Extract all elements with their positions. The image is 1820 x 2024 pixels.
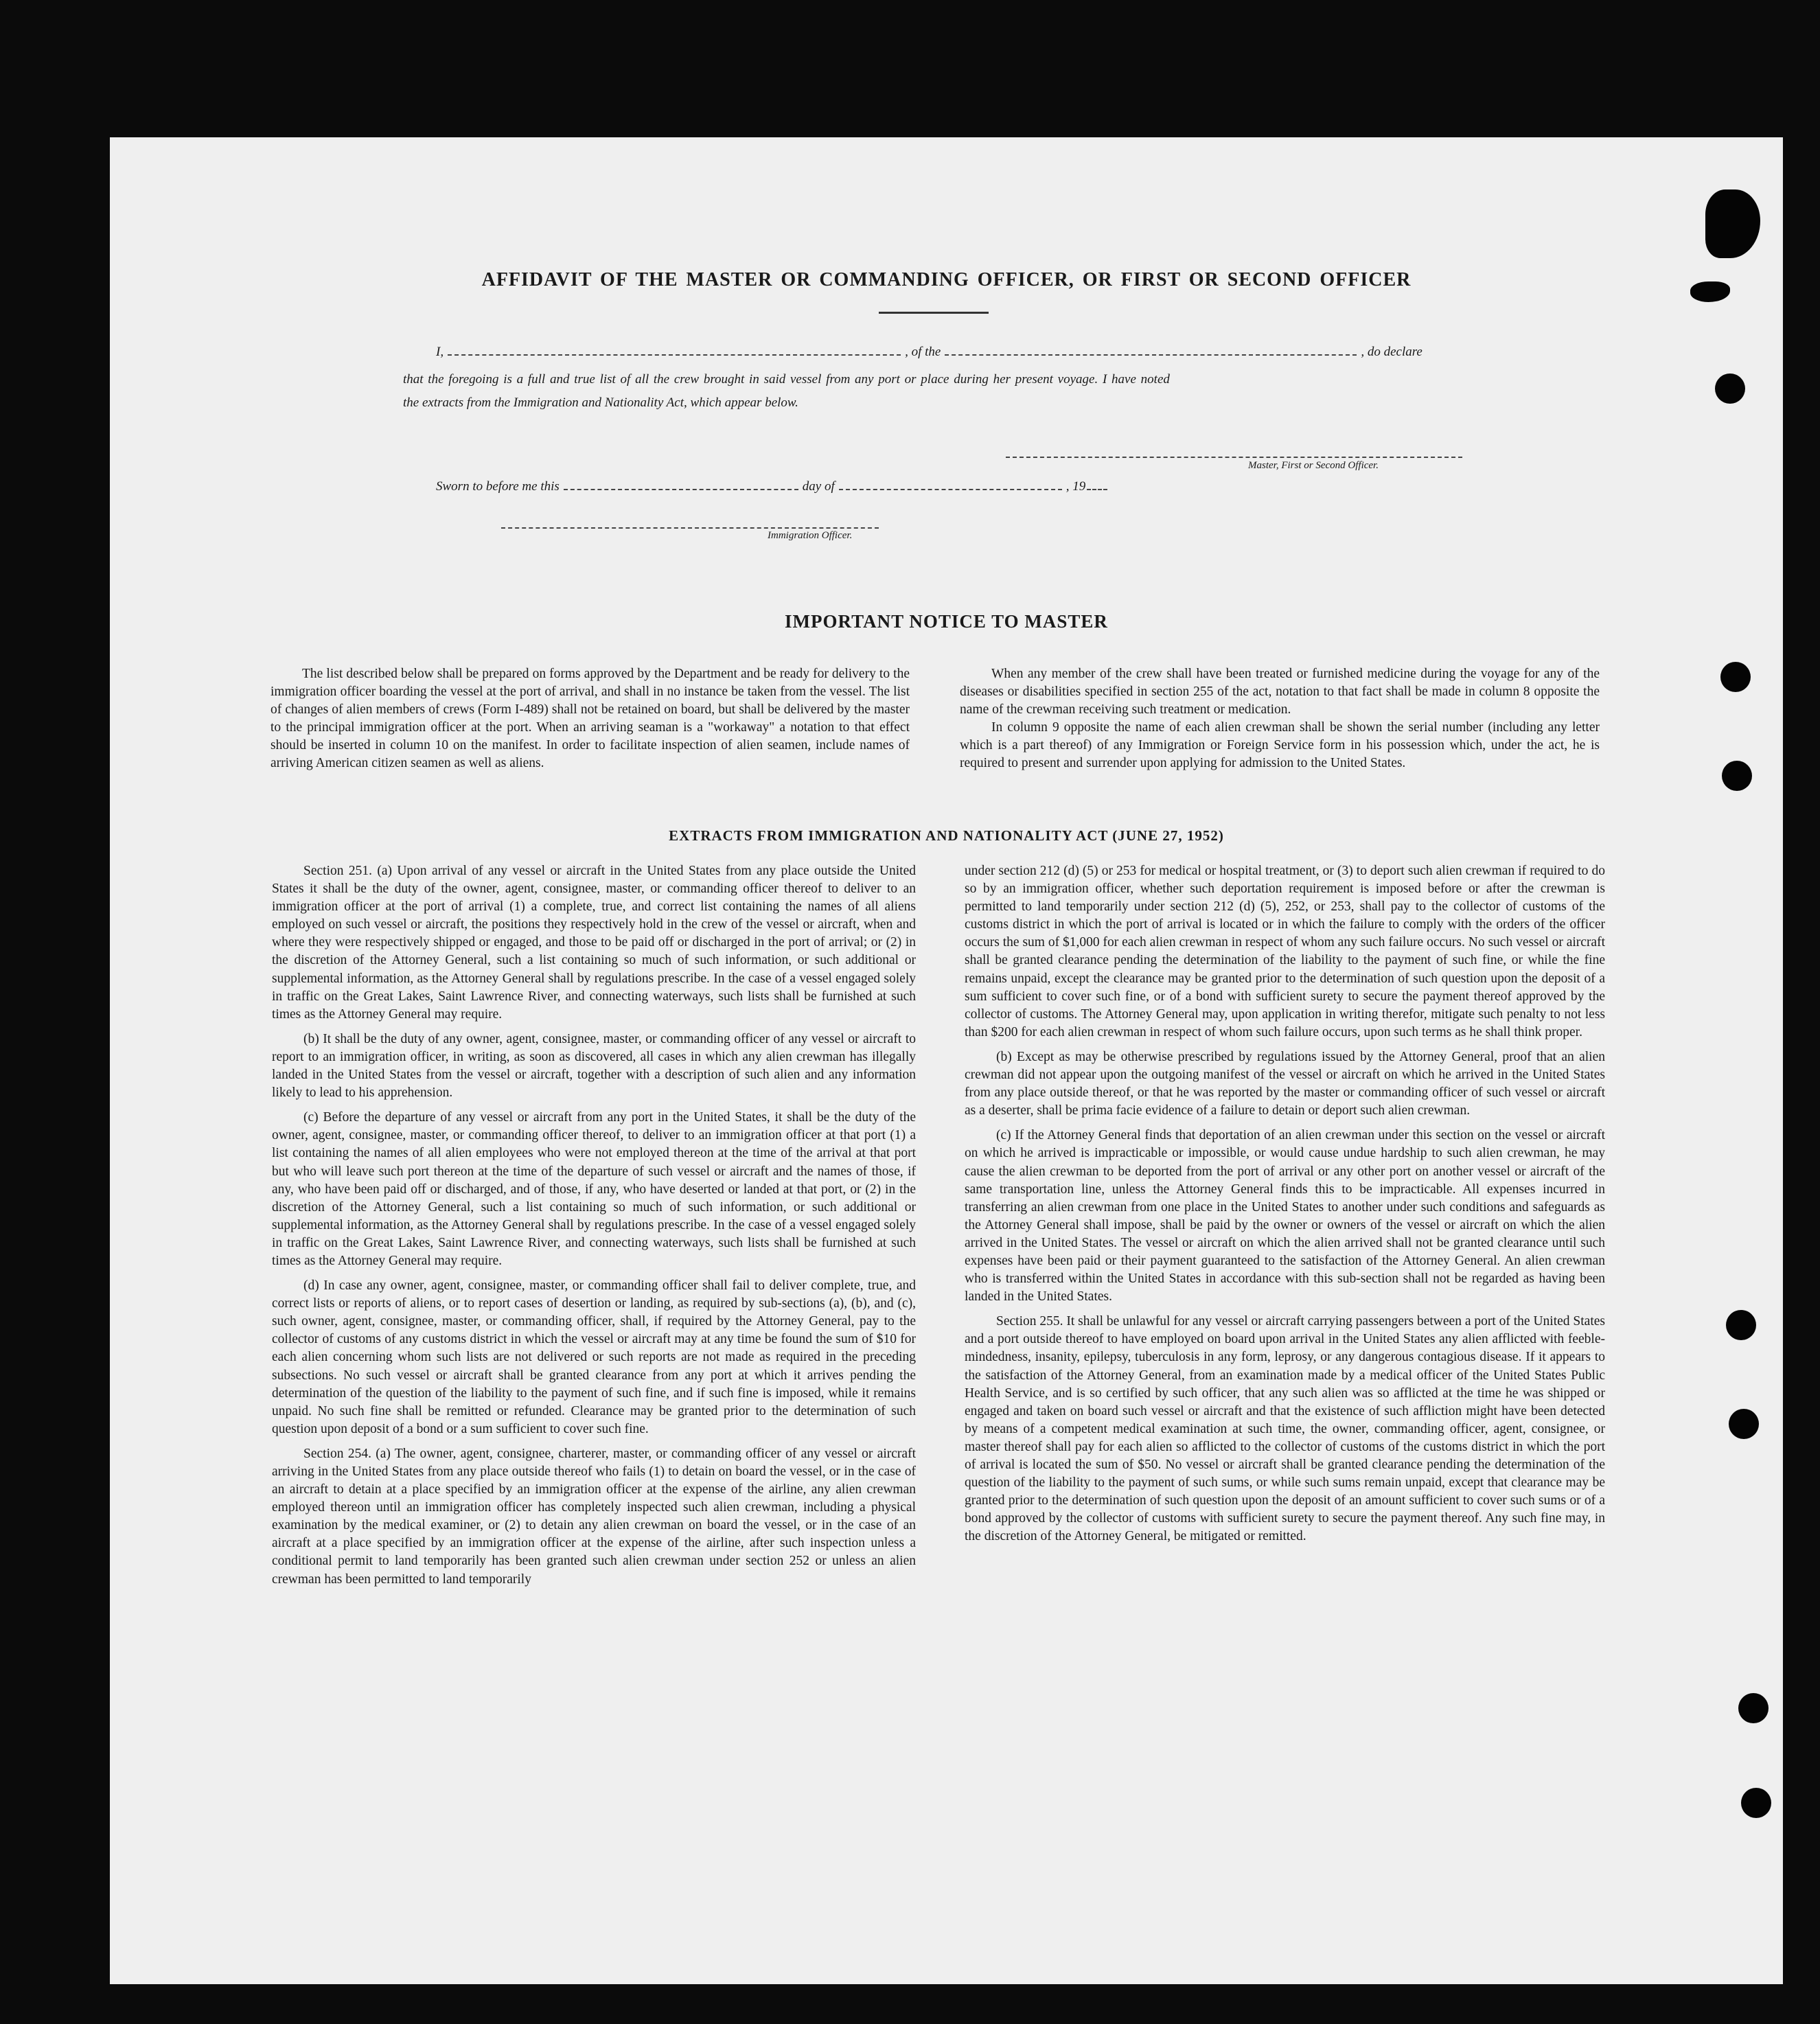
extracts-right-column: [965, 862, 1605, 1545]
immigration-officer-label: Immigration Officer.: [768, 530, 853, 541]
section-paragraph: under section 212 (d) (5) or 253 for medical or hospital treatment, or (3) to deport such alien crewman if required to do so by an immigration officer, whether such deportation requirement is imposed before or after the crewman is permitted to land temporarily under section 212 (d) (5), 252, or 253, shall pay to the collector of customs of the customs district in which the port of arrival is located or in which the failure to comply with the orders of the officer occurs the sum of $1,000 for each alien crewman in respect of whom any such failure occurs. No such vessel or aircraft shall be granted clearance pending the determination of the liability to the payment of such fine, or while the fine remains unpaid, except the clearance may be granted prior to the determination of such question upon the deposit of a sum sufficient to cover such fine, or of a bond with sufficient surety to secure the payment thereof approved by the collector of customs. The Attorney General may, upon application in writing therefor, mitigate such penalty to not less than $200 for each alien crewman in respect of whom such failure occurs, upon such terms as he shall think proper.: [965, 864, 1605, 1039]
master-signature-line[interactable]: [1006, 457, 1462, 458]
sworn-year-field[interactable]: [1087, 488, 1107, 490]
punch-hole: [1729, 1409, 1759, 1439]
punch-hole: [1741, 1788, 1771, 1818]
extracts-left-column: [272, 862, 916, 1589]
affidavit-extracts-line: the extracts from the Immigration and Nationality Act, which appear below.: [403, 395, 798, 410]
section-paragraph: (b) It shall be the duty of any owner, agent, consignee, master, or commanding officer of any vessel or aircraft to report to an immigration officer, in writing, as soon as discovered, all cases in which any alien crewman has illegally landed in the United States from the vessel or aircraft, together with a description of such alien and any information likely to lead to his apprehension.: [272, 1031, 916, 1101]
sworn-line: [436, 479, 1111, 494]
torn-corner-mark: [1705, 189, 1760, 258]
sworn-day-field[interactable]: [564, 488, 798, 490]
section-paragraph: Section 255. It shall be unlawful for any vessel or aircraft carrying passengers between a port of the United States and a port outside thereof to have employed on board upon arrival in the United States any alien afflicted with feeble-mindedness, insanity, epilepsy, tuberculosis in any form, leprosy, or any dangerous contagious disease. If it appears to the satisfaction of the Attorney General, from an examination made by a medical officer of the United States Public Health Service, and is so certified by such officer, that any such alien was so afflicted at the time he was shipped or engaged and taken on board such vessel or aircraft and that the existence of such affliction might have been detected by means of a competent medical examination at such time, the owner, commanding officer, agent, consignee, or master thereof shall pay for each alien so afflicted to the collector of customs of the customs district in which the port of arrival is located the sum of $50. No vessel or aircraft shall be granted clearance pending the determination of the question of the liability to the payment of such sums, or while such sums remain unpaid, except that clearance may be granted prior to the determination of such question upon the deposit of an amount sufficient to cover such sums or of a bond approved by the collector of customs with sufficient surety to secure the payment thereof. Any such fine may, in the discretion of the Attorney General, be mitigated or remitted.: [965, 1314, 1605, 1544]
day-of-label: day of: [802, 479, 835, 494]
vessel-name-field[interactable]: [945, 354, 1357, 356]
section-paragraph: (d) In case any owner, agent, consignee, master, or commanding officer shall fail to deliver complete, true, and correct lists or reports of aliens, or to report cases of desertion or landing, as required by sub-sections (a), (b), and (c), such owner, agent, consignee, master, or commanding officer, shall, if required by the Attorney General, pay to the collector of customs of any customs district in which the vessel or aircraft may at any time be found the sum of $10 for each alien concerning whom such lists are not delivered or such reports are not made as required in the preceding subsections. No such vessel or aircraft shall be granted clearance from any port at which it arrives pending the determination of the question of the liability to the payment of such fine, and if such fine is imposed, while it remains unpaid. No such fine shall be remitted or refunded. Clearance may be granted prior to the determination of such question upon deposit of a bond or a sum sufficient to cover such fine.: [272, 1278, 916, 1436]
year-label: , 19: [1065, 479, 1086, 494]
section-paragraph: (c) Before the departure of any vessel or aircraft from any port in the United States, it shall be the duty of the owner, agent, consignee, master, or commanding officer thereof, to deliver to an immigration officer at that port (1) a list containing the names of all alien employees who were not employed thereon at the time of the arrival at that port but who will leave such port thereon at the time of the departure of such vessel or aircraft and the names of those, if any, who have been paid off or discharged, and of those, if any, who have deserted or landed at that port, or (2) in the discretion of the Attorney General, such a list containing so much of such information, or such additional or supplemental information, as the Attorney General shall by regulations prescribe. In the case of a vessel engaged solely in traffic on the Great Lakes, Saint Lawrence River, and connecting waterways, such lists shall be furnished at such times as the Attorney General may require.: [272, 1110, 916, 1268]
punch-hole: [1720, 662, 1751, 692]
notice-paragraph: In column 9 opposite the name of each alien crewman shall be shown the serial number (including any letter which is a part thereof) of any Immigration or Foreign Service form in his possession which, under the act, he is required to present and surrender upon applying for admission to the United States.: [960, 720, 1600, 771]
declarant-label: I,: [436, 345, 444, 359]
notice-title: IMPORTANT NOTICE TO MASTER: [785, 611, 1108, 632]
affidavit-declaration-line: [436, 345, 1422, 360]
vessel-label: , of the: [905, 345, 941, 359]
section-paragraph: Section 254. (a) The owner, agent, consignee, charterer, master, or commanding officer of any vessel or aircraft arriving in the United States from any place outside thereof who fails (1) to detain on board the vessel, or in the case of an aircraft to detain at a place specified by an immigration officer at the expense of the airline, any alien crewman employed thereon until an immigration officer has completely inspected such alien crewman, including a physical examination by the medical examiner, or (2) to detain any alien crewman on board the vessel, or in the case of an aircraft at a place specified by an immigration officer at the expense of the airline, after such inspection unless a conditional permit to land temporarily has been granted such alien crewman under section 252 or unless an alien crewman has been permitted to land temporarily: [272, 1446, 916, 1587]
declarant-name-field[interactable]: [448, 354, 901, 356]
section-paragraph: (b) Except as may be otherwise prescribed by regulations issued by the Attorney General, proof that an alien crewman did not appear upon the outgoing manifest of the vessel or aircraft on which he arrived in the United States from any place outside thereof, or that he was reported by the master or commanding officer of such vessel or aircraft as a deserter, shall be prima facie evidence of a failure to detain or deport such alien crewman.: [965, 1049, 1605, 1118]
form-page: [110, 137, 1783, 1984]
declare-label: , do declare: [1361, 345, 1422, 359]
notice-paragraph: When any member of the crew shall have been treated or furnished medicine during the voyage for any of the diseases or disabilities specified in section 255 of the act, notation to that fact shall be made in column 8 opposite the name of the crewman receiving such treatment or medication.: [960, 667, 1600, 717]
affidavit-statement-line: that the foregoing is a full and true list of all the crew brought in said vessel from any port or place during her present voyage. I have noted: [403, 372, 1170, 387]
punch-hole: [1738, 1693, 1769, 1723]
notice-right-column: [960, 665, 1600, 773]
title-rule: [879, 312, 989, 314]
notice-left-column: [270, 665, 910, 773]
immigration-officer-signature-line[interactable]: [501, 527, 879, 529]
section-paragraph: Section 251. (a) Upon arrival of any vessel or aircraft in the United States from any place outside the United States it shall be the duty of the owner, agent, consignee, master, or commanding officer thereof to deliver to an immigration officer at the port of arrival (1) a complete, true, and correct list containing the names of all aliens employed on such vessel or aircraft, the positions they respectively hold in the crew of the vessel or aircraft, when and where they were respectively shipped or engaged, and those to be paid off or discharged in the port of arrival; or (2) in the discretion of the Attorney General, such a list containing so much of such information, or such additional or supplemental information, as the Attorney General shall by regulations prescribe. In the case of a vessel engaged solely in traffic on the Great Lakes, Saint Lawrence River, and connecting waterways, such lists shall be furnished at such times as the Attorney General may require.: [272, 864, 916, 1022]
punch-hole: [1722, 761, 1752, 791]
punch-hole: [1715, 373, 1745, 404]
section-paragraph: (c) If the Attorney General finds that deportation of an alien crewman under this section on the vessel or aircraft on which he arrived is impracticable or impossible, or would cause undue hardship to such alien crewman, he may cause the alien crewman to be deported from the port of arrival or any other port on another vessel or aircraft of the same transportation line, unless the Attorney General finds this to be impracticable. All expenses incurred in transferring an alien crewman from one place in the United States to another under such conditions and safeguards as the Attorney General shall impose, shall be paid by the owner or owners of the vessel or aircraft on which the alien arrived in the United States. The vessel or aircraft on which the alien arrived shall not be granted clearance until such expenses have been paid or their payment guaranteed to the satisfaction of the Attorney General. An alien crewman who is transferred within the United States in accordance with this sub-section shall not be regarded as having been landed in the United States.: [965, 1128, 1605, 1304]
sworn-label: Sworn to before me this: [436, 479, 560, 494]
sworn-month-field[interactable]: [839, 488, 1062, 490]
affidavit-title: AFFIDAVIT OF THE MASTER OR COMMANDING OFFICER, OR FIRST OR SECOND OFFICER: [481, 269, 1412, 290]
punch-hole: [1726, 1310, 1756, 1340]
master-signature-label: Master, First or Second Officer.: [1248, 460, 1379, 471]
extracts-title: EXTRACTS FROM IMMIGRATION AND NATIONALITY ACT (JUNE 27, 1952): [669, 827, 1224, 844]
notice-paragraph: The list described below shall be prepared on forms approved by the Department and be ready for delivery to the immigration officer boarding the vessel at the port of arrival, and shall in no instance be taken from the vessel. The list of changes of alien members of crews (Form I-489) shall not be retained on board, but shall be delivered by the master to the principal immigration officer at the port. When an arriving seaman is a "workaway" a notation to that effect should be inserted in column 10 on the manifest. In order to facilitate inspection of alien seamen, include names of arriving American citizen seamen as well as aliens.: [270, 667, 910, 771]
